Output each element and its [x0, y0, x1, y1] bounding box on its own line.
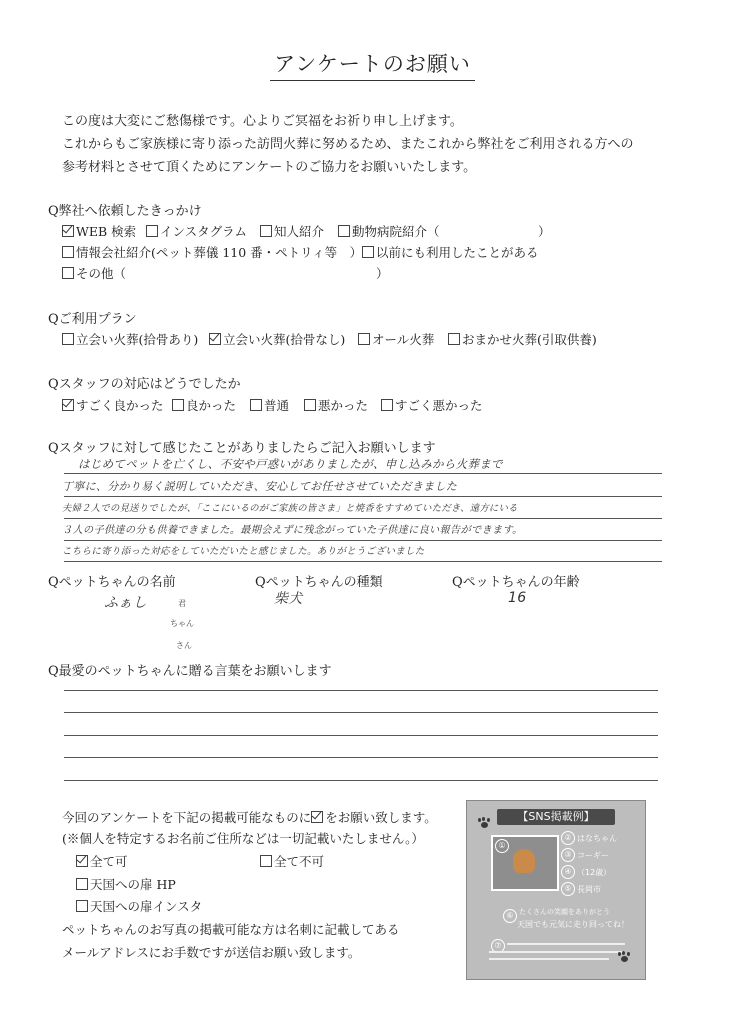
checkbox-icon[interactable]: [304, 399, 316, 411]
sns-num-5: ⑤: [561, 882, 575, 896]
q3-option-1[interactable]: すごく良かった: [62, 396, 164, 414]
answer-rule: [64, 496, 662, 497]
q4-label: Qスタッフに対して感じたことがありましたらご記入お願いします: [48, 441, 436, 456]
photo-note-2: メールアドレスにお手数ですが送信お願い致します。: [62, 945, 361, 960]
sns-example-city: 長岡市: [577, 885, 601, 894]
q3-option-4[interactable]: 悪かった: [304, 396, 368, 414]
message-rule: [64, 757, 658, 758]
checkbox-checked-icon[interactable]: [62, 225, 74, 237]
checkbox-icon[interactable]: [172, 399, 184, 411]
q2-option-1[interactable]: 立会い火葬(拾骨あり): [62, 330, 198, 348]
message-rule: [64, 712, 658, 713]
handwritten-answer-line-3: 夫婦２人での見送りでしたが、「ここにいるのがご家族の皆さま」と焼香をすすめていただき、遠方にいる: [62, 503, 518, 514]
q3-option-5[interactable]: すごく悪かった: [381, 396, 483, 414]
checkbox-icon[interactable]: [62, 246, 74, 258]
sns-example-breed: コーギー: [577, 851, 609, 860]
sns-caption-placeholder: [507, 943, 625, 945]
paw-icon: [617, 951, 631, 963]
checkbox-icon[interactable]: [358, 333, 370, 345]
publish-option-hp[interactable]: 天国への扉 HP: [76, 875, 176, 893]
suffix-san: さん: [176, 641, 192, 650]
sns-caption-placeholder: [489, 958, 609, 960]
page-title: アンケートのお願い: [0, 48, 745, 81]
sns-caption-placeholder: [489, 951, 625, 953]
checkbox-icon[interactable]: [146, 225, 158, 237]
q3-label: Qスタッフの対応はどうでしたか: [48, 377, 241, 392]
q1-option-web[interactable]: WEB 検索: [62, 222, 136, 240]
q1-option-prior[interactable]: 以前にも利用したことがある: [362, 243, 539, 261]
publish-option-all-ok[interactable]: 全て可: [76, 852, 128, 870]
corgi-image: [513, 849, 535, 873]
handwritten-answer-line-4: ３人の子供達の分も供養できました。最期会えずに残念がっていた子供達に良い報告ができます。: [62, 525, 523, 536]
checkbox-icon[interactable]: [448, 333, 460, 345]
pet-age-label: Qペットちゃんの年齢: [452, 575, 580, 590]
sns-example-age: （12歳）: [577, 868, 612, 877]
sns-example-panel: [466, 800, 646, 980]
checkbox-checked-icon[interactable]: [209, 333, 221, 345]
sns-example-message-2: 天国でも元気に走り回ってね！: [517, 920, 629, 929]
suffix-kun: 君: [178, 599, 186, 608]
checkbox-icon[interactable]: [76, 878, 88, 890]
paw-icon: [477, 817, 491, 829]
sns-num-7: ⑦: [491, 939, 505, 953]
checkbox-icon[interactable]: [76, 900, 88, 912]
publish-line-2: (※個人を特定するお名前ご住所などは一切記載いたしません。）: [62, 831, 424, 846]
checkbox-icon[interactable]: [362, 246, 374, 258]
intro-line-3: 参考材料とさせて頂くためにアンケートのご協力をお願いいたします。: [62, 160, 477, 175]
checkbox-icon[interactable]: [260, 855, 272, 867]
photo-note-1: ペットちゃんのお写真の掲載可能な方は名刺に記載してある: [62, 922, 400, 937]
q1-label: Q弊社へ依頼したきっかけ: [48, 204, 202, 219]
q1-option-vet[interactable]: 動物病院紹介（: [338, 222, 440, 240]
checkbox-checked-icon: [311, 811, 323, 823]
pet-name-label: Qペットちゃんの名前: [48, 575, 176, 590]
q3-option-3[interactable]: 普通: [250, 396, 289, 414]
publish-option-all-ng[interactable]: 全て不可: [260, 852, 324, 870]
q2-option-3[interactable]: オール火葬: [358, 330, 434, 348]
sns-example-title: 【SNS掲載例】: [497, 809, 615, 825]
checkbox-checked-icon[interactable]: [62, 399, 74, 411]
handwritten-answer-line-2: 丁寧に、分かり易く説明していただき、安心してお任せさせていただきました: [62, 480, 458, 493]
q1-vet-close: ）: [538, 224, 551, 239]
q1-option-info[interactable]: 情報会社紹介(ペット葬儀 110 番・ペトリィ等 ）: [62, 243, 362, 261]
message-rule: [64, 690, 658, 691]
handwritten-answer-line-5: こちらに寄り添った対応をしていただいたと感じました。ありがとうございました: [62, 546, 425, 557]
q3-option-2[interactable]: 良かった: [172, 396, 236, 414]
q1-option-instagram[interactable]: インスタグラム: [146, 222, 247, 240]
sns-num-4: ④: [561, 865, 575, 879]
answer-rule: [64, 518, 662, 519]
intro-line-1: この度は大変にご愁傷様です。心よりご冥福をお祈り申し上げます。: [62, 114, 463, 129]
checkbox-icon[interactable]: [62, 333, 74, 345]
q1-option-referral[interactable]: 知人紹介: [260, 222, 324, 240]
sns-example-message-1: たくさんの笑顔をありがとう: [519, 908, 610, 916]
answer-rule: [64, 473, 662, 474]
answer-rule: [64, 540, 662, 541]
q2-label: Qご利用プラン: [48, 312, 137, 327]
message-rule: [64, 735, 658, 736]
pet-name-value: ふぁし: [104, 595, 147, 611]
message-rule: [64, 780, 658, 781]
pet-breed-value: 柴犬: [274, 591, 303, 607]
checkbox-icon[interactable]: [381, 399, 393, 411]
q1-other-close: ）: [376, 266, 389, 281]
q6-label: Q最愛のペットちゃんに贈る言葉をお願いします: [48, 664, 332, 679]
checkbox-icon[interactable]: [250, 399, 262, 411]
pet-breed-label: Qペットちゃんの種類: [255, 575, 383, 590]
checkbox-checked-icon[interactable]: [76, 855, 88, 867]
handwritten-answer-line-1: はじめてペットを亡くし、不安や戸惑いがありましたが、申し込みから火葬まで: [78, 457, 503, 471]
suffix-chan: ちゃん: [170, 619, 194, 628]
q1-option-other[interactable]: その他（: [62, 264, 126, 282]
sns-num-2: ②: [561, 831, 575, 845]
intro-line-2: これからもご家族様に寄り添った訪問火葬に努めるため、またこれから弊社をご利用される方への: [62, 137, 634, 152]
publish-option-insta[interactable]: 天国への扉インスタ: [76, 897, 202, 915]
checkbox-icon[interactable]: [62, 267, 74, 279]
checkbox-icon[interactable]: [260, 225, 272, 237]
sns-num-1: ①: [495, 839, 509, 853]
q2-option-4[interactable]: おまかせ火葬(引取供養): [448, 330, 597, 348]
answer-rule: [64, 561, 662, 562]
sns-num-3: ③: [561, 848, 575, 862]
sns-num-6: ⑥: [503, 909, 517, 923]
checkbox-icon[interactable]: [338, 225, 350, 237]
sns-example-name: はなちゃん: [577, 834, 617, 843]
publish-line-1: 今回のアンケートを下記の掲載可能なものに をお願い致します。: [62, 810, 437, 825]
q2-option-2[interactable]: 立会い火葬(拾骨なし): [209, 330, 345, 348]
pet-age-value: 16: [508, 590, 527, 606]
